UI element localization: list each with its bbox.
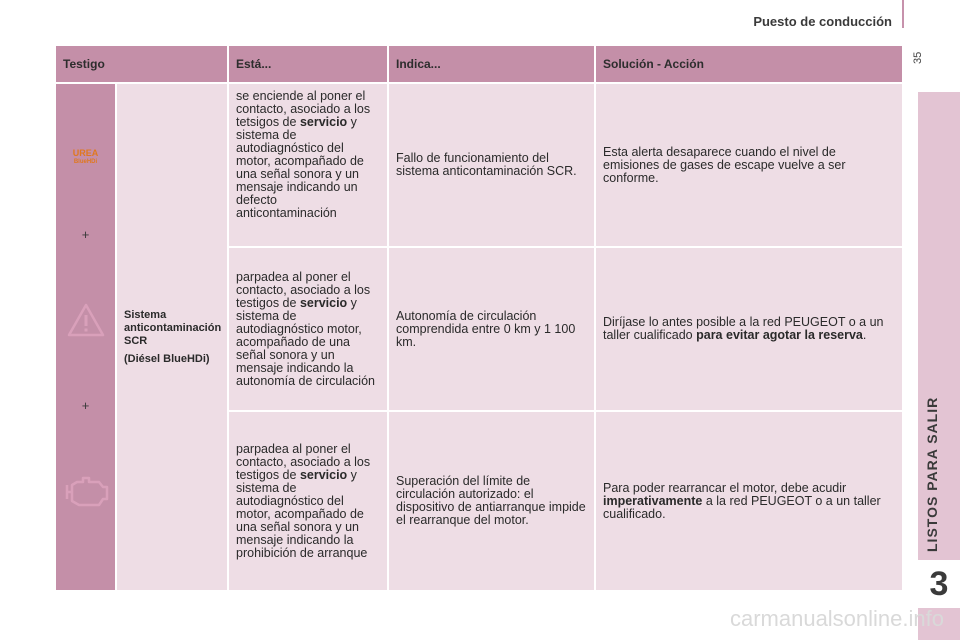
system-label: Sistema anticontaminación SCR: [124, 309, 222, 347]
plus-sign: +: [81, 227, 90, 242]
side-tab-title: LISTOS PARA SALIR: [924, 396, 940, 552]
indica-cell: Autonomía de circulación comprendida entre 0 km y 1 100 km.: [388, 247, 595, 411]
column-header-esta: Está...: [228, 46, 388, 83]
solucion-cell: Diríjase lo antes posible a la red PEUGEOT o a un taller cualificado para evitar agotar la reserva.: [595, 247, 903, 411]
esta-cell: parpadea al poner el contacto, asociado a los testigos de servicio y sistema de autodiagnóstico del motor, acompañado de una señal sonora y un mensaje indicando la prohibición de arranque: [228, 411, 388, 591]
solucion-cell: Esta alerta desaparece cuando el nivel de emisiones de gases de escape vuelve a ser conforme.: [595, 83, 903, 247]
header-rule: [902, 0, 904, 28]
esta-cell: parpadea al poner el contacto, asociado a los testigos de servicio y sistema de autodiagnóstico motor, acompañado de una señal sonora y un mensaje indicando la autonomía de circulación: [228, 247, 388, 411]
table-row: [56, 83, 903, 247]
warning-lights-table: [56, 46, 904, 592]
table-header-row: [56, 46, 903, 83]
watermark: carmanualsonline.info: [729, 606, 944, 631]
column-header-indica: Indica...: [388, 46, 595, 83]
indica-cell: Fallo de funcionamiento del sistema anticontaminación SCR.: [388, 83, 595, 247]
esta-cell: se enciende al poner el contacto, asociado a los tetsigos de servicio y sistema de autodiagnóstico del motor, acompañado de una señal sonora y un mensaje indicando un defecto anticontaminación: [228, 83, 388, 247]
column-header-solucion: Solución - Acción: [595, 46, 903, 83]
service-warning-icon: [66, 302, 106, 338]
engine-check-icon: [61, 473, 111, 509]
indica-cell: Superación del límite de circulación autorizado: el dispositivo de antiarranque impide el rearranque del motor.: [388, 411, 595, 591]
chapter-number: 3: [918, 560, 960, 608]
urea-warning-icon: [73, 149, 99, 167]
warning-icons-cell: [56, 83, 116, 591]
page-number: 35: [912, 51, 924, 64]
urea-label: UREA: [72, 148, 99, 158]
system-name-cell: [116, 83, 228, 591]
solucion-cell: Para poder rearrancar el motor, debe acudir imperativamente a la red PEUGEOT o a un taller cualificado.: [595, 411, 903, 591]
page-header-title: Puesto de conducción: [753, 14, 892, 29]
column-header-testigo: Testigo: [56, 46, 228, 83]
side-chapter-tab: [918, 92, 960, 640]
system-note: (Diésel BlueHDi): [124, 353, 210, 365]
urea-sublabel: BlueHDi: [73, 159, 98, 165]
plus-sign: +: [81, 398, 90, 413]
